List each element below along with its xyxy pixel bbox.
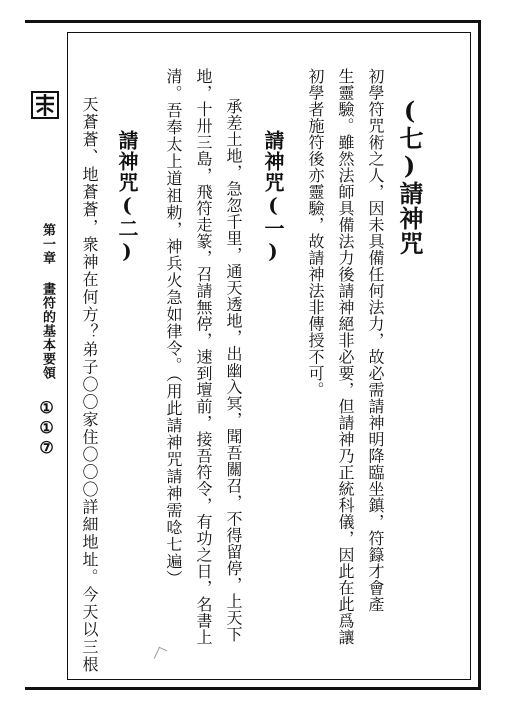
spell-1-col-2: 地，十卅三島，飛符走篆，召請無停，速到壇前，接吾符令，有功之日，名書上 <box>194 68 213 646</box>
chapter-title: 畫符的基本要領 <box>40 282 55 380</box>
section-heading: (七)請神咒 <box>395 96 424 256</box>
spell-2-title: 請神咒(二) <box>115 130 139 264</box>
page-number: ①①⑦ <box>37 398 56 458</box>
intro-paragraph-col-2: 生靈驗。雖然法師具備法力後請神絕非必要，但請神乃正統科儀，因此在此爲讓 <box>336 68 355 646</box>
intro-paragraph-col-1: 初學符咒術之人，因未具備任何法力，故必需請神明降臨坐鎮，符籙才會產 <box>366 68 385 613</box>
spell-1-title: 請神咒(一) <box>261 130 285 264</box>
spell-1-col-1: 承差土地，急忽千里，通天透地，出幽入冥，聞吾關召，不得留停，上天下 <box>224 98 243 643</box>
chapter-label: 第一章 <box>40 223 55 265</box>
intro-paragraph-col-3: 初學者施符後亦靈驗，故請神法非傳授不可。 <box>306 68 325 398</box>
spell-1-col-3: 清。吾奉太上道祖勅，神兵火急如律令。（用此請神咒請神需唸七遍） <box>164 68 183 587</box>
chapter-seal-icon <box>30 90 60 120</box>
spell-2-col-1: 天蒼蒼、地蒼蒼，衆神在何方？弟子〇〇家住〇〇〇詳細地址。今天以三根 <box>80 96 99 674</box>
